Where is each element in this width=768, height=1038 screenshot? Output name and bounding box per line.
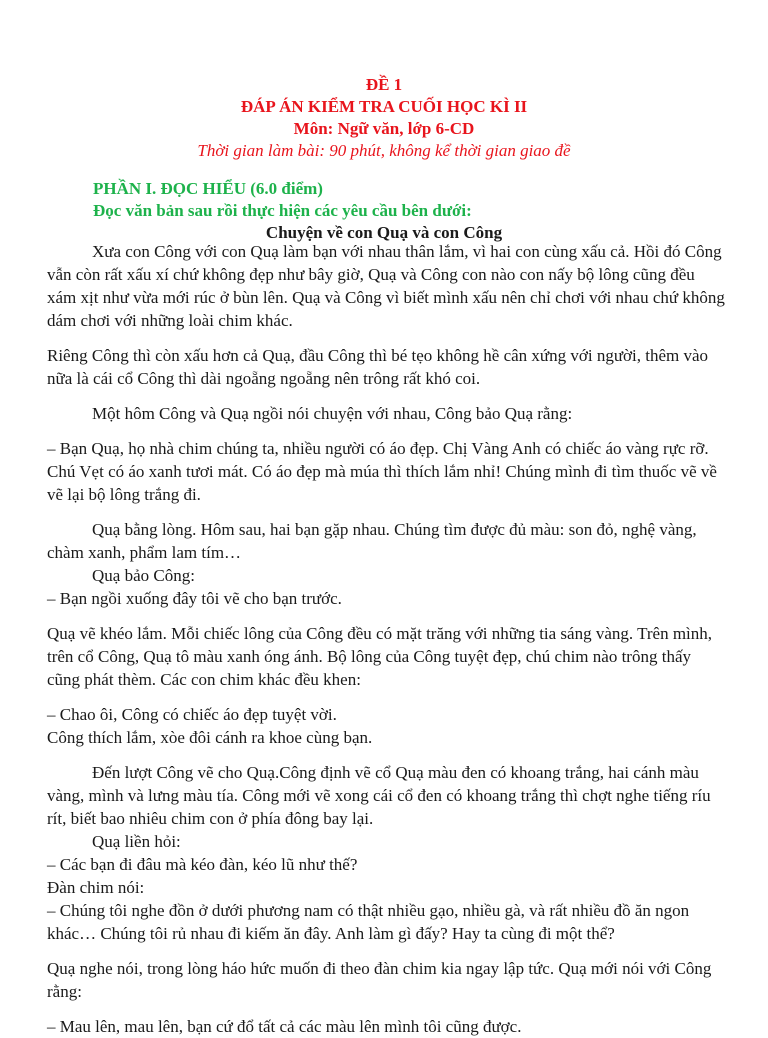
paragraph: – Chúng tôi nghe đồn ở dưới phương nam có thật nhiều gạo, nhiều gà, và rất nhiều đồ ăn ngon khác… Chúng tôi rủ nhau đi kiếm ăn đây. Anh làm gì đấy? Hay ta cùng đi một thể? — [47, 901, 690, 943]
exam-subject: Môn: Ngữ văn, lớp 6-CD — [293, 119, 475, 138]
section-heading: PHẦN I. ĐỌC HIỂU (6.0 điểm) — [93, 179, 323, 198]
paragraph: Quạ bảo Công: — [92, 566, 195, 585]
paragraph: – Chao ôi, Công có chiếc áo đẹp tuyệt vời. — [47, 705, 337, 724]
paragraph: Đàn chim nói: — [47, 878, 145, 897]
paragraph: Công thích lắm, xòe đôi cánh ra khoe cùng bạn. — [47, 728, 373, 747]
story-body — [47, 240, 727, 1038]
document-header — [0, 74, 768, 162]
paragraph: – Các bạn đi đâu mà kéo đàn, kéo lũ như thế? — [47, 855, 358, 874]
paragraph: Quạ liền hỏi: — [92, 832, 181, 851]
paragraph: Đến lượt Công vẽ cho Quạ.Công định vẽ cổ Quạ màu đen có khoang trắng, hai cánh màu vàng, mình và lưng màu tía. Công mới vẽ xong cái cổ đen có khoang trắng thì chợt nghe tiếng ríu rít, biết bao nhiêu chim con ở phía đông bay lại. — [47, 763, 711, 828]
section-header — [93, 178, 472, 222]
paragraph: Quạ nghe nói, trong lòng háo hức muốn đi theo đàn chim kia ngay lập tức. Quạ mới nói với Công rằng: — [47, 959, 712, 1001]
paragraph: Quạ vẽ khéo lắm. Mỗi chiếc lông của Công đều có mặt trăng với những tia sáng vàng. Trên mình, trên cổ Công, Quạ tô màu xanh óng ánh. Bộ lông của Công tuyệt đẹp, chú chim nào trông thấy cũng phát thèm. Các con chim khác đều khen: — [47, 624, 713, 689]
section-instruction: Đọc văn bản sau rồi thực hiện các yêu cầu bên dưới: — [93, 201, 472, 220]
paragraph: – Bạn ngồi xuống đây tôi vẽ cho bạn trước. — [47, 589, 342, 608]
paragraph: Một hôm Công và Quạ ngồi nói chuyện với nhau, Công bảo Quạ rằng: — [92, 404, 573, 423]
exam-number: ĐỀ 1 — [365, 75, 403, 94]
paragraph: Quạ bằng lòng. Hôm sau, hai bạn gặp nhau. Chúng tìm được đủ màu: son đỏ, nghệ vàng, chàm xanh, phẩm lam tím… — [47, 520, 697, 562]
paragraph: – Mau lên, mau lên, bạn cứ đổ tất cả các màu lên mình tôi cũng được. — [47, 1017, 522, 1036]
paragraph: – Bạn Quạ, họ nhà chim chúng ta, nhiều người có áo đẹp. Chị Vàng Anh có chiếc áo vàng rực rỡ. Chú Vẹt có áo xanh tươi mát. Có áo đẹp mà múa thì thích lắm nhỉ! Chúng mình đi tìm thuốc vẽ về vẽ lại bộ lông trắng đi. — [47, 439, 717, 504]
story-title: Chuyện về con Quạ và con Công — [265, 223, 503, 242]
exam-time: Thời gian làm bài: 90 phút, không kể thời gian giao đề — [197, 141, 571, 160]
paragraph: Xưa con Công với con Quạ làm bạn với nhau thân lắm, vì hai con cùng xấu cả. Hồi đó Công vẫn còn rất xấu xí chứ không đẹp như bây giờ, Quạ và Công con nào con nấy bộ lông cũng đều xám xịt như vừa mới rúc ở bùn lên. Quạ và Công vì biết mình xấu nên chỉ chơi với nhau chứ không dám chơi với những loài chim khác. — [47, 242, 725, 330]
paragraph: Riêng Công thì còn xấu hơn cả Quạ, đầu Công thì bé tẹo không hề cân xứng với người, thêm vào nữa là cái cổ Công thì dài ngoẵng ngoẵng nên trông rất khó coi. — [47, 346, 709, 388]
exam-title: ĐÁP ÁN KIỂM TRA CUỐI HỌC KÌ II — [240, 97, 528, 116]
